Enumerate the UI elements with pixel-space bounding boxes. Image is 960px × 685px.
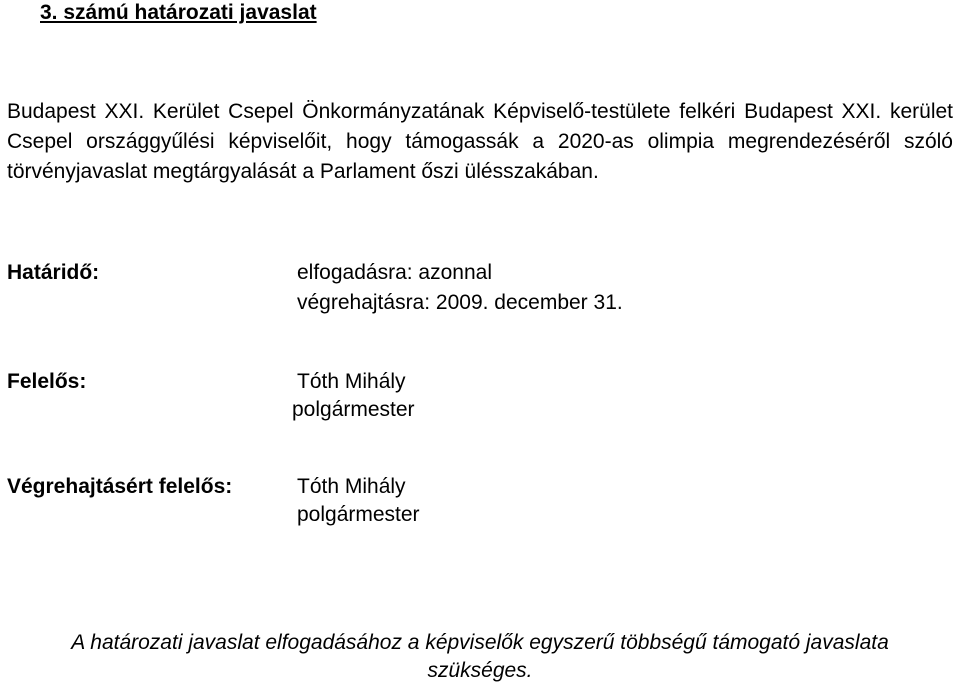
- executor-title: polgármester: [297, 503, 420, 526]
- deadline-acceptance: elfogadásra: azonnal: [297, 261, 492, 284]
- executor-label: Végrehajtásért felelős:: [7, 475, 233, 498]
- deadline-label: Határidő:: [7, 261, 100, 284]
- footer-note: [0, 629, 960, 685]
- footer-line-1: A határozati javaslat elfogadásához a képviselők egyszerű többségű támogató javaslata: [71, 631, 889, 654]
- resolution-body: Budapest XXI. Kerület Csepel Önkormányzatának Képviselő-testülete felkéri Budapest XXI. kerület Csepel országgyűlési képviselőit, hogy támogassák a 2020-as olimpia megrendezéséről szóló törvényjavaslat megtárgyalását a Parlament őszi ülésszakában.: [7, 100, 953, 183]
- responsible-label: Felelős:: [7, 370, 87, 393]
- responsible-title: polgármester: [292, 398, 415, 421]
- deadline-execution: végrehajtásra: 2009. december 31.: [297, 291, 623, 314]
- executor-name: Tóth Mihály: [297, 475, 406, 498]
- resolution-title: 3. számú határozati javaslat: [40, 1, 317, 24]
- footer-line-2: szükséges.: [427, 659, 533, 682]
- responsible-name: Tóth Mihály: [297, 370, 406, 393]
